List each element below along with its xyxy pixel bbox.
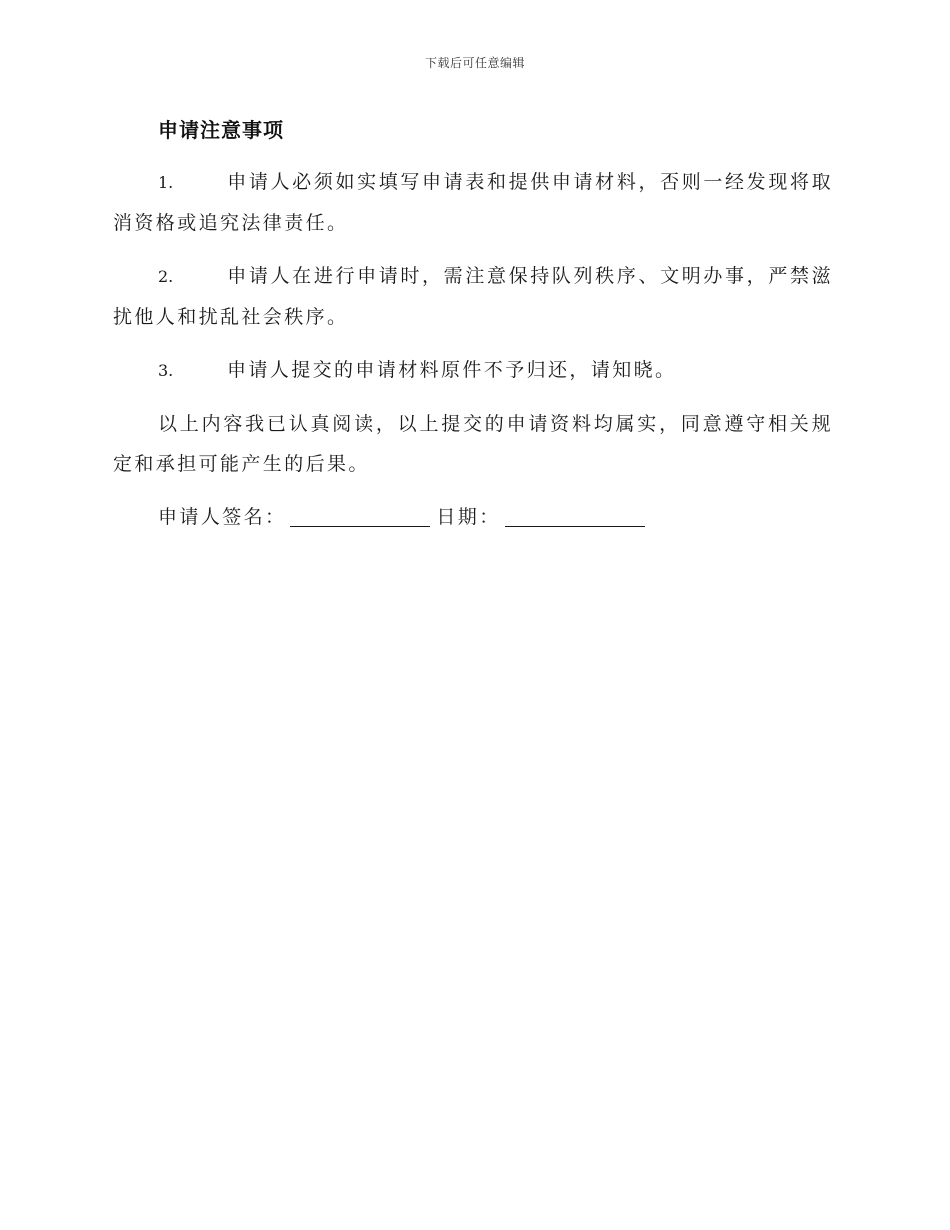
item-text: 申请人在进行申请时，需注意保持队列秩序、文明办事，严禁滋扰他人和扰乱社会秩序。 (113, 265, 833, 328)
document-title: 申请注意事项 (158, 118, 284, 142)
notice-item-3 (113, 350, 833, 391)
item-number: 2. (158, 267, 174, 286)
date-label: 日期： (436, 506, 501, 528)
item-number: 3. (158, 361, 174, 380)
document-body (113, 162, 833, 537)
page-header: 下载后可任意编辑 (424, 56, 525, 70)
signature-label: 申请人签名： (158, 506, 287, 528)
item-number: 1. (158, 173, 174, 192)
date-blank[interactable] (505, 506, 645, 527)
item-text: 申请人提交的申请材料原件不予归还，请知晓。 (227, 359, 677, 381)
notice-item-2 (113, 256, 833, 337)
signature-line (113, 497, 833, 537)
declaration-paragraph: 以上内容我已认真阅读，以上提交的申请资料均属实，同意遵守相关规定和承担可能产生的后果。 (113, 413, 833, 475)
notice-item-1 (113, 162, 833, 243)
signature-blank[interactable] (290, 506, 430, 527)
item-text: 申请人必须如实填写申请表和提供申请材料，否则一经发现将取消资格或追究法律责任。 (113, 171, 833, 234)
